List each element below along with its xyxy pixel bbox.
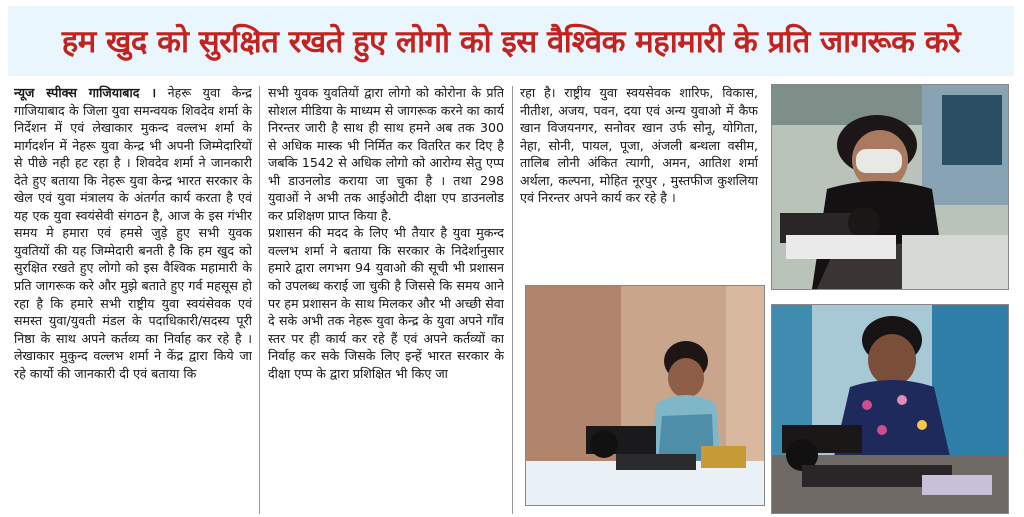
article-column-2 xyxy=(268,84,504,516)
article-col2-text2: प्रशासन की मदद के लिए भी तैयार है युवा मुकन्द वल्लभ शर्मा ने बताया कि सरकार के निदेर्शानुसार हमारे द्वारा लगभग 94 युवाओ की सूची भी प्रशासन को उपलब्ध कराई जा चुकी है जिससे कि समय आने पर हम प्रशासन के साथ मिलकर और भी अच्छी सेवा दे सके अभी तक नेहरू युवा केन्द्र के युवा अपने गाँव स्तर पर ही कार्य कर रहे हैं एवं अपने कर्तव्यों का निर्वाह कर सके जिसके लिए इन्हें भारत सरकार के दीक्षा एप्प के द्वारा प्रशिक्षित भी किए जा xyxy=(268,225,504,381)
photo-woman-mask-sewing-image xyxy=(772,85,1008,289)
photo-girl-sewing-machine xyxy=(525,285,765,506)
photo-woman-floral-sewing xyxy=(771,304,1009,514)
photo-woman-floral-sewing-image xyxy=(772,305,1008,513)
article-column-3 xyxy=(520,84,758,264)
article-col3-text: रहा है। राष्ट्रीय युवा स्वयसेवक शारिफ, विकास, नीतीश, अजय, पवन, दया एवं अन्य युवाओ में कैफ खान विजयनगर, सनोवर खान उर्फ सोनू, योगिता, नेहा, सोनी, पायल, पूजा, अंजली बन्थला वसीम, तालिब लोनी अंकित त्यागी, अमन, आतिश शर्मा अर्थला, कल्पना, मोहित नूरपुर , मुस्तफीज कुशलिया एवं निरन्तर अपने कार्य कर रहे है । xyxy=(520,85,758,206)
headline-text: हम खुद को सुरक्षित रखते हुए लोगो को इस वैश्विक महामारी के प्रति जागरूक करे xyxy=(61,24,961,60)
article-dateline: न्यूज स्पीक्स गाजियाबाद । xyxy=(14,85,157,100)
column-divider-2 xyxy=(512,86,513,514)
headline-banner xyxy=(8,6,1014,76)
article-col2-text: सभी युवक युवतियों द्वारा लोगो को कोरोना के प्रति सोशल मीडिया के माध्यम से जागरूक करने का कार्य निरन्तर जारी है साथ ही साथ हमने अब तक 300 से अधिक मास्क भी निर्मित कर वितरित कर दिए है जबकि 1542 से अधिक लोगो को आरोग्य सेतु एप्प भी डाउनलोड कराया जा चुका है । तथा 298 युवाओं ने अभी तक आईओटी दीक्षा एप डाउनलोड कर प्रशिक्षण प्राप्त किया है. xyxy=(268,85,504,223)
article-col1-text: नेहरू युवा केन्द्र गाजियाबाद के जिला युवा समन्वयक शिवदेव शर्मा के निर्देशन में एवं लेखाकार मुकन्द वल्लभ शर्मा के मार्गदर्शन में नेहरू युवा केन्द्र भी अपनी जिम्मेदारियों से पीछे नही हट रहा है । शिवदेव शर्मा ने जानकारी देते हुए बताया कि नेहरू युवा केन्द्र भारत सरकार के खेल एवं युवा मंत्रालय के अंतर्गत कार्य करता है एवं यह एक युवा स्वयंसेवी संगठन है, आज के इस गंभीर समय मे हमारा एवं हमसे जुड़े हुए सभी युवक युवतियों की यह जिम्मेदारी बनती है कि हम खुद को सुरक्षित रखते हुए लोगो को इस वैश्विक महामारी के प्रति जागरूक करे और मुझे बताते हुए गर्व महसूस हो रहा है कि हमारे सभी राष्ट्रीय युवा स्वयंसेवक एवं समस्त युवा/युवती मंडल के पदाधिकारी/सदस्य पूरी निष्ठा के साथ अपने कर्तव्य का निर्वाह कर रहे है । लेखाकार मुकुन्द वल्लभ शर्मा ने केंद्र द्वारा किये जा रहे कार्यो की जानकारी दी एवं बताया कि xyxy=(14,85,252,381)
article-column-1 xyxy=(14,84,252,516)
column-divider-1 xyxy=(259,86,260,514)
photo-girl-sewing-machine-image xyxy=(526,286,764,505)
photo-woman-mask-sewing xyxy=(771,84,1009,290)
